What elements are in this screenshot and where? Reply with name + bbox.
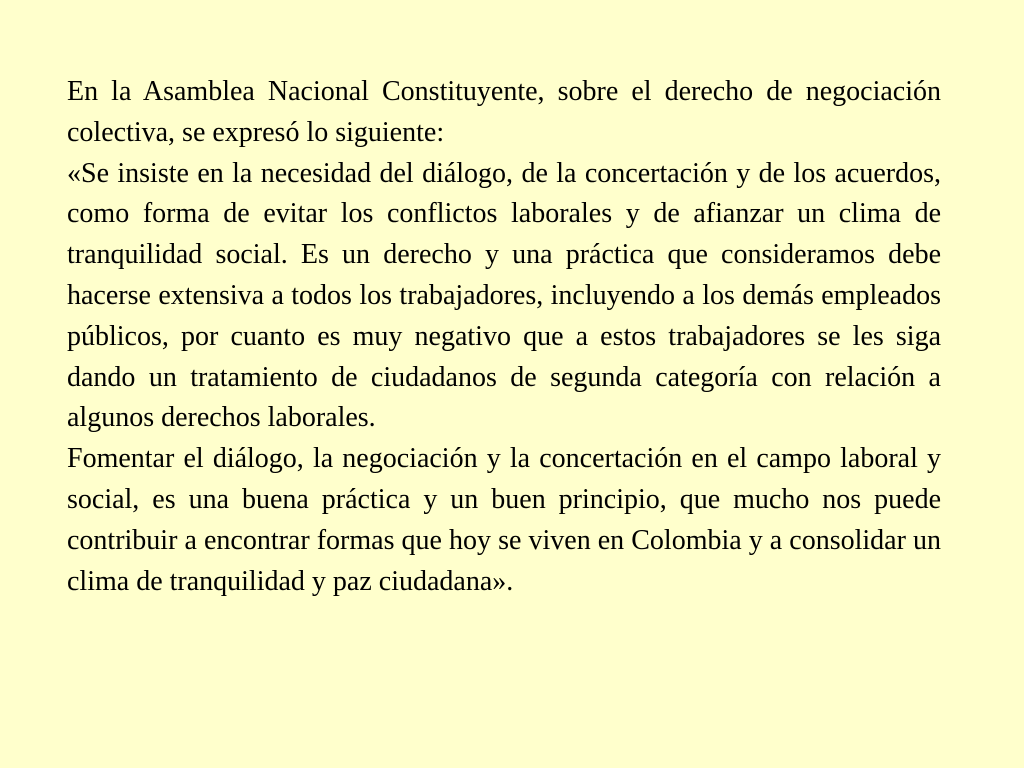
intro-paragraph: En la Asamblea Nacional Constituyente, sobre el derecho de negociación colectiva, se expresó lo siguiente: bbox=[67, 76, 941, 148]
quote-continuation-paragraph: Fomentar el diálogo, la negociación y la concertación en el campo laboral y social, es una buena práctica y un buen principio, que mucho nos puede contribuir a encontrar formas que hoy se viven en Colombia y a consolidar un clima de tranquilidad y paz ciudadana». bbox=[67, 443, 941, 597]
quote-paragraph: «Se insiste en la necesidad del diálogo, de la concertación y de los acuerdos, como forma de evitar los conflictos laborales y de afianzar un clima de tranquilidad social. Es un derecho y una práctica que consideramos debe hacerse extensiva a todos los trabajadores, incluyendo a los demás empleados públicos, por cuanto es muy negativo que a estos trabajadores se les siga dando un tratamiento de ciudadanos de segunda categoría con relación a algunos derechos laborales. bbox=[67, 157, 941, 434]
slide-text-body bbox=[67, 72, 941, 602]
